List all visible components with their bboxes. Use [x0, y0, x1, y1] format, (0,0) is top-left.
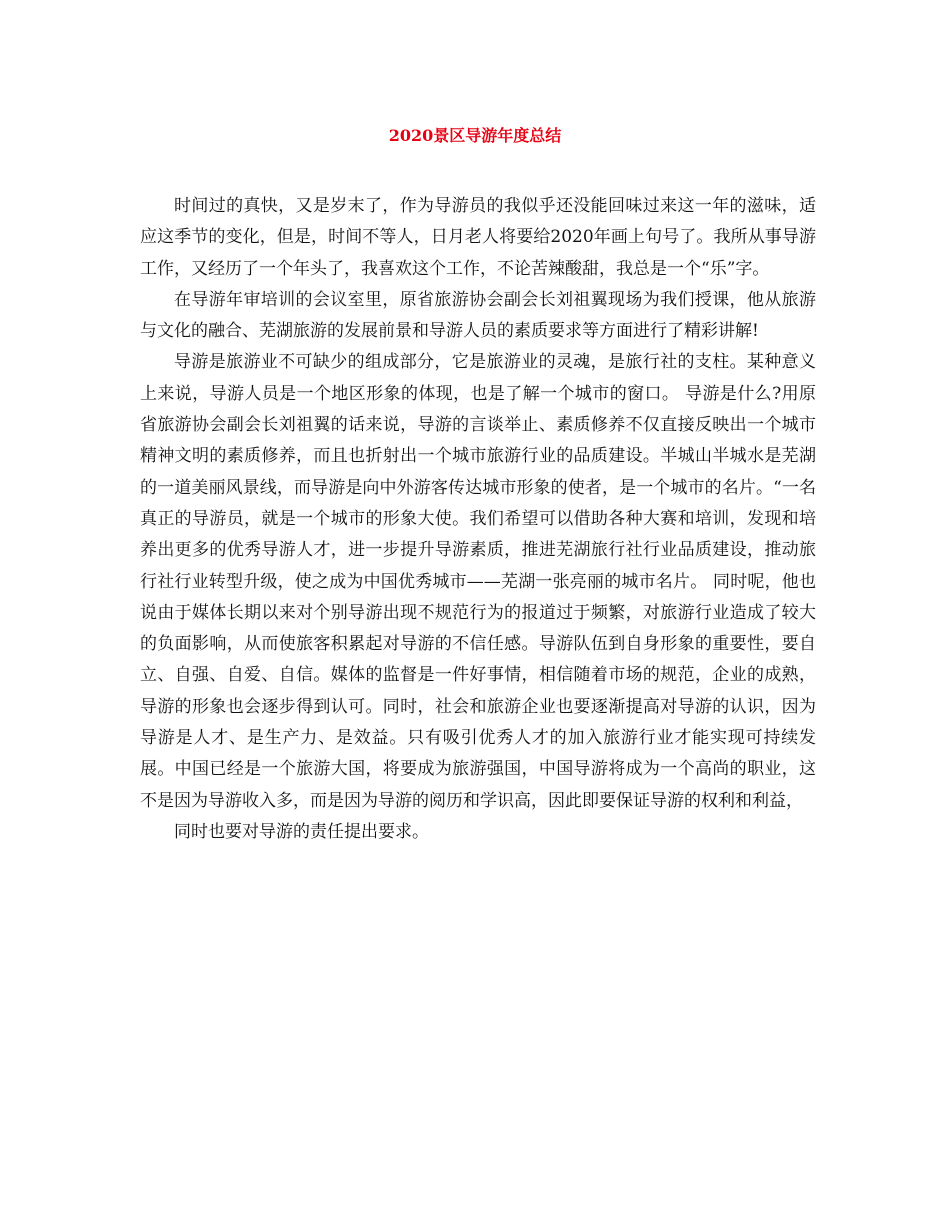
- paragraph-1: 时间过的真快，又是岁末了，作为导游员的我似乎还没能回味过来这一年的滋味，适应这季节的变化，但是，时间不等人，日月老人将要给2020年画上句号了。我所从事导游工作，又经历了一个年头了，我喜欢这个工作，不论苦辣酸甜，我总是一个“乐”字。: [140, 196, 816, 279]
- paragraph-2: 在导游年审培训的会议室里，原省旅游协会副会长刘祖翼现场为我们授课，他从旅游与文化的融合、芜湖旅游的发展前景和导游人员的素质要求等方面进行了精彩讲解!: [140, 289, 816, 342]
- document-body: [140, 191, 816, 848]
- document-title: 2020景区导游年度总结: [388, 126, 562, 145]
- paragraph-3: 导游是旅游业不可缺少的组成部分，它是旅游业的灵魂，是旅行社的支柱。某种意义上来说，导游人员是一个地区形象的体现，也是了解一个城市的窗口。 导游是什么?用原省旅游协会副会长刘祖翼的话来说，导游的言谈举止、素质修养不仅直接反映出一个城市精神文明的素质修养，而且也折射出一个城市旅游行业的品质建设。半城山半城水是芜湖的一道美丽风景线，而导游是向中外游客传达城市形象的使者，是一个城市的名片。“一名真正的导游员，就是一个城市的形象大使。我们希望可以借助各种大赛和培训，发现和培养出更多的优秀导游人才，进一步提升导游素质，推进芜湖旅行社行业品质建设，推动旅行社行业转型升级，使之成为中国优秀城市——芜湖一张亮丽的城市名片。 同时呢，他也说由于媒体长期以来对个别导游出现不规范行为的报道过于频繁，对旅游行业造成了较大的负面影响，从而使旅客积累起对导游的不信任感。导游队伍到自身形象的重要性，要自立、自强、自爱、自信。媒体的监督是一件好事情，相信随着市场的规范，企业的成熟，导游的形象也会逐步得到认可。同时，社会和旅游企业也要逐渐提高对导游的认识，因为导游是人才、是生产力、是效益。只有吸引优秀人才的加入旅游行业才能实现可持续发展。中国已经是一个旅游大国，将要成为旅游强国，中国导游将成为一个高尚的职业，这不是因为导游收入多，而是因为导游的阅历和学识高，因此即要保证导游的权利和利益，: [140, 352, 816, 811]
- paragraph-4: 同时也要对导游的责任提出要求。: [174, 821, 429, 842]
